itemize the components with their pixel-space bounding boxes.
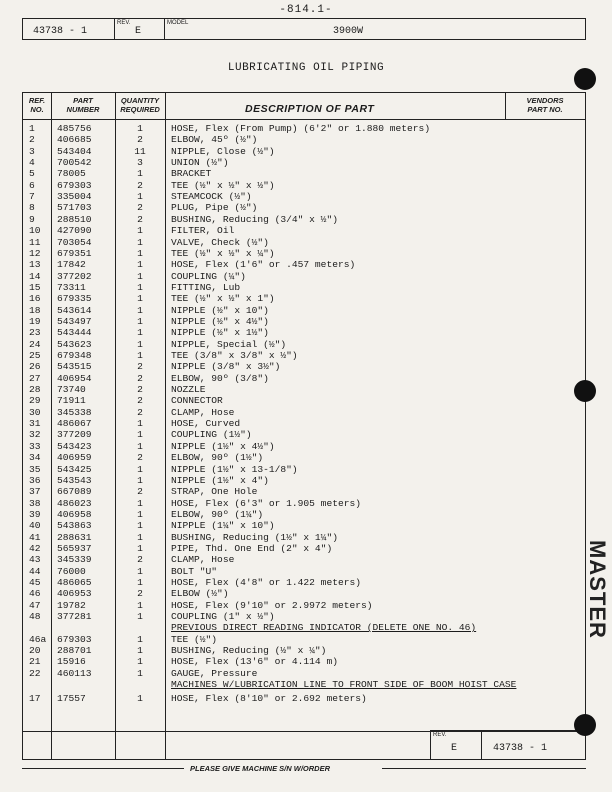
ref-cell: 36 bbox=[29, 474, 41, 486]
description-cell: COUPLING (1" x ½") bbox=[171, 611, 275, 623]
table-row bbox=[23, 577, 585, 588]
quantity-cell: 1 bbox=[137, 191, 143, 203]
ref-cell: 25 bbox=[29, 350, 41, 361]
bottom-box-divider bbox=[481, 731, 482, 759]
description-cell: HOSE, Flex (13'6" or 4.114 m) bbox=[171, 656, 338, 668]
header-part-number: 43738 - 1 bbox=[33, 26, 88, 37]
description-cell: BUSHING, Reducing (3/4" x ½") bbox=[171, 213, 338, 225]
table-row bbox=[23, 339, 585, 350]
table-row bbox=[23, 293, 585, 304]
quantity-cell: 2 bbox=[137, 406, 143, 418]
description-cell: NIPPLE (1½" x 4½") bbox=[171, 440, 275, 452]
part-number-cell: 543497 bbox=[57, 315, 92, 327]
col-head-vendor-line1: VENDORS bbox=[526, 96, 564, 105]
quantity-cell: 1 bbox=[137, 497, 143, 509]
table-row bbox=[23, 611, 585, 622]
ref-cell: 13 bbox=[29, 259, 41, 271]
description-cell: STEAMCOCK (½") bbox=[171, 191, 252, 203]
table-row bbox=[23, 373, 585, 384]
description-cell: TEE (½") bbox=[171, 633, 218, 645]
part-number-cell: 679351 bbox=[57, 247, 92, 259]
description-cell: FILTER, Oil bbox=[171, 225, 235, 237]
quantity-cell: 1 bbox=[137, 259, 143, 271]
quantity-cell: 1 bbox=[137, 474, 143, 486]
ref-cell: 8 bbox=[29, 202, 35, 214]
table-row bbox=[23, 622, 585, 633]
col-head-qty-line1: QUANTITY bbox=[120, 96, 160, 105]
description-cell: NOZZLE bbox=[171, 384, 206, 396]
col-head-vendor bbox=[505, 96, 585, 114]
description-cell: HOSE, Flex (6'3" or 1.905 meters) bbox=[171, 497, 361, 509]
ref-cell: 48 bbox=[29, 611, 41, 623]
ref-cell: 40 bbox=[29, 520, 41, 532]
table-row bbox=[23, 464, 585, 475]
description-cell: CONNECTOR bbox=[171, 395, 223, 407]
col-head-description: DESCRIPTION OF PART bbox=[245, 103, 375, 115]
quantity-cell: 2 bbox=[137, 384, 143, 396]
ref-cell: 33 bbox=[29, 440, 41, 452]
part-number-cell: 406685 bbox=[57, 134, 92, 146]
header-rev-cell bbox=[115, 19, 165, 39]
part-number-cell: 679303 bbox=[57, 633, 92, 645]
part-number-cell: 377281 bbox=[57, 611, 92, 623]
ref-cell: 39 bbox=[29, 508, 41, 520]
description-cell: NIPPLE, Close (½") bbox=[171, 145, 275, 157]
table-row bbox=[23, 679, 585, 690]
description-cell: BOLT "U" bbox=[171, 565, 218, 577]
ref-cell: 28 bbox=[29, 384, 41, 396]
part-number-cell: 17842 bbox=[57, 259, 86, 271]
part-number-cell: 543543 bbox=[57, 474, 92, 486]
quantity-cell: 1 bbox=[137, 577, 143, 588]
binder-hole-middle bbox=[574, 380, 596, 402]
table-row bbox=[23, 441, 585, 452]
description-cell: HOSE, Flex (1'6" or .457 meters) bbox=[171, 259, 356, 271]
part-number-cell: 679335 bbox=[57, 293, 92, 305]
ref-cell: 10 bbox=[29, 225, 41, 237]
quantity-cell: 1 bbox=[137, 338, 143, 350]
table-row bbox=[23, 668, 585, 679]
description-cell: PREVIOUS DIRECT READING INDICATOR (DELETE ONE NO. 46) bbox=[171, 622, 477, 634]
ref-cell: 34 bbox=[29, 452, 41, 464]
ref-cell: 41 bbox=[29, 531, 41, 543]
footer-note: PLEASE GIVE MACHINE S/N W/ORDER bbox=[190, 764, 331, 773]
quantity-cell: 3 bbox=[137, 157, 143, 169]
quantity-cell: 1 bbox=[137, 508, 143, 520]
description-cell: HOSE, Flex (4'8" or 1.422 meters) bbox=[171, 577, 361, 588]
description-cell: ELBOW, 45º (½") bbox=[171, 134, 258, 146]
table-row bbox=[23, 645, 585, 656]
quantity-cell: 1 bbox=[137, 429, 143, 441]
quantity-cell: 1 bbox=[137, 225, 143, 237]
quantity-cell: 1 bbox=[137, 293, 143, 305]
quantity-cell: 1 bbox=[137, 315, 143, 327]
part-number-cell: 543425 bbox=[57, 463, 92, 475]
ref-cell: 6 bbox=[29, 179, 35, 191]
table-row bbox=[23, 395, 585, 406]
quantity-cell: 1 bbox=[137, 531, 143, 543]
part-number-cell: 543863 bbox=[57, 520, 92, 532]
description-cell: ELBOW, 90º (3/8") bbox=[171, 372, 269, 384]
quantity-cell: 1 bbox=[137, 304, 143, 316]
table-row bbox=[23, 486, 585, 497]
ref-cell: 12 bbox=[29, 247, 41, 259]
quantity-cell: 1 bbox=[137, 418, 143, 430]
part-number-cell: 486065 bbox=[57, 577, 92, 588]
description-cell: COUPLING (¼") bbox=[171, 270, 246, 282]
part-number-cell: 377209 bbox=[57, 429, 92, 441]
description-cell: PIPE, Thd. One End (2" x 4") bbox=[171, 542, 333, 554]
bottom-rev-label: REV. bbox=[433, 732, 447, 738]
table-row bbox=[23, 327, 585, 338]
ref-cell: 9 bbox=[29, 213, 35, 225]
ref-cell: 22 bbox=[29, 667, 41, 679]
ref-cell: 19 bbox=[29, 315, 41, 327]
quantity-cell: 1 bbox=[137, 656, 143, 668]
part-number-cell: 543444 bbox=[57, 327, 92, 339]
quantity-cell: 1 bbox=[137, 236, 143, 248]
quantity-cell: 2 bbox=[137, 486, 143, 498]
description-cell: COUPLING (1½") bbox=[171, 429, 252, 441]
part-number-cell: 565937 bbox=[57, 542, 92, 554]
header-box bbox=[22, 18, 586, 40]
ref-cell: 43 bbox=[29, 554, 41, 566]
ref-cell: 45 bbox=[29, 577, 41, 588]
quantity-cell: 2 bbox=[137, 588, 143, 600]
part-number-cell: 288631 bbox=[57, 531, 92, 543]
col-head-part-line1: PART bbox=[73, 96, 93, 105]
col-head-ref-line2: NO. bbox=[30, 105, 44, 114]
ref-cell: 14 bbox=[29, 270, 41, 282]
ref-cell: 17 bbox=[29, 692, 41, 704]
table-row bbox=[23, 168, 585, 179]
quantity-cell: 1 bbox=[137, 168, 143, 180]
part-number-cell: 377202 bbox=[57, 270, 92, 282]
description-cell: NIPPLE (1½" x 4") bbox=[171, 474, 269, 486]
ref-cell: 42 bbox=[29, 542, 41, 554]
header-model-value: 3900W bbox=[333, 26, 364, 37]
sheet-number: -814.1- bbox=[279, 4, 333, 16]
description-cell: PLUG, Pipe (½") bbox=[171, 202, 258, 214]
quantity-cell: 2 bbox=[137, 452, 143, 464]
description-cell: TEE (3/8" x 3/8" x ½") bbox=[171, 350, 298, 361]
part-number-cell: 460113 bbox=[57, 667, 92, 679]
table-row bbox=[23, 600, 585, 611]
part-number-cell: 406958 bbox=[57, 508, 92, 520]
quantity-cell: 1 bbox=[137, 599, 143, 611]
ref-cell: 46a bbox=[29, 633, 47, 645]
quantity-cell: 1 bbox=[137, 281, 143, 293]
header-rev-value: E bbox=[135, 26, 142, 37]
table-row bbox=[23, 225, 585, 236]
description-cell: FITTING, Lub bbox=[171, 281, 241, 293]
table-row bbox=[23, 191, 585, 202]
table-row bbox=[23, 384, 585, 395]
parts-table bbox=[22, 92, 586, 760]
ref-cell: 7 bbox=[29, 191, 35, 203]
part-number-cell: 71911 bbox=[57, 395, 86, 407]
table-row bbox=[23, 361, 585, 372]
table-row bbox=[23, 350, 585, 361]
ref-cell: 35 bbox=[29, 463, 41, 475]
quantity-cell: 2 bbox=[137, 372, 143, 384]
table-row bbox=[23, 259, 585, 270]
table-row bbox=[23, 509, 585, 520]
table-row bbox=[23, 452, 585, 463]
part-number-cell: 427090 bbox=[57, 225, 92, 237]
table-row bbox=[23, 157, 585, 168]
col-head-ref bbox=[23, 96, 51, 114]
part-number-cell: 73740 bbox=[57, 384, 86, 396]
description-cell: TEE (½" x ½" x ¼") bbox=[171, 247, 275, 259]
table-row bbox=[23, 498, 585, 509]
part-number-cell: 486023 bbox=[57, 497, 92, 509]
quantity-cell: 1 bbox=[137, 520, 143, 532]
part-number-cell: 76000 bbox=[57, 565, 86, 577]
bottom-rev-value: E bbox=[451, 743, 458, 754]
part-number-cell: 345339 bbox=[57, 554, 92, 566]
quantity-cell: 1 bbox=[137, 645, 143, 657]
ref-cell: 20 bbox=[29, 645, 41, 657]
description-cell: BRACKET bbox=[171, 168, 212, 180]
part-number-cell: 78005 bbox=[57, 168, 86, 180]
part-number-cell: 679348 bbox=[57, 350, 92, 361]
ref-cell: 5 bbox=[29, 168, 35, 180]
table-row bbox=[23, 475, 585, 486]
ref-cell: 3 bbox=[29, 145, 35, 157]
col-head-qty-line2: REQUIRED bbox=[120, 105, 160, 114]
quantity-cell: 1 bbox=[137, 692, 143, 704]
part-number-cell: 73311 bbox=[57, 281, 86, 293]
description-cell: NIPPLE, Special (½") bbox=[171, 338, 287, 350]
part-number-cell: 19782 bbox=[57, 599, 86, 611]
part-number-cell: 703054 bbox=[57, 236, 92, 248]
quantity-cell: 1 bbox=[137, 463, 143, 475]
part-number-cell: 345338 bbox=[57, 406, 92, 418]
table-row bbox=[23, 532, 585, 543]
master-stamp: MASTER bbox=[585, 540, 610, 639]
ref-cell: 37 bbox=[29, 486, 41, 498]
header-model-label: MODEL bbox=[167, 20, 189, 26]
header-part-cell bbox=[23, 19, 115, 39]
description-cell: TEE (½" x ½" x 1") bbox=[171, 293, 275, 305]
description-cell: CLAMP, Hose bbox=[171, 554, 235, 566]
ref-cell: 27 bbox=[29, 372, 41, 384]
part-number-cell: 543614 bbox=[57, 304, 92, 316]
ref-cell: 24 bbox=[29, 338, 41, 350]
quantity-cell: 2 bbox=[137, 202, 143, 214]
description-cell: NIPPLE (3/8" x 3½") bbox=[171, 361, 281, 373]
quantity-cell: 1 bbox=[137, 633, 143, 645]
part-number-cell: 543404 bbox=[57, 145, 92, 157]
table-row bbox=[23, 543, 585, 554]
quantity-cell: 1 bbox=[137, 440, 143, 452]
ref-cell: 26 bbox=[29, 361, 41, 373]
part-number-cell: 15916 bbox=[57, 656, 86, 668]
ref-cell: 4 bbox=[29, 157, 35, 169]
ref-cell: 30 bbox=[29, 406, 41, 418]
table-row bbox=[23, 554, 585, 565]
description-cell: GAUGE, Pressure bbox=[171, 667, 258, 679]
description-cell: HOSE, Flex (From Pump) (6'2" or 1.880 meters) bbox=[171, 123, 431, 134]
table-row bbox=[23, 271, 585, 282]
part-number-cell: 543515 bbox=[57, 361, 92, 373]
table-row bbox=[23, 429, 585, 440]
ref-cell: 21 bbox=[29, 656, 41, 668]
part-number-cell: 288701 bbox=[57, 645, 92, 657]
part-number-cell: 406953 bbox=[57, 588, 92, 600]
description-cell: BUSHING, Reducing (1½" x 1¼") bbox=[171, 531, 338, 543]
header-model-cell bbox=[165, 19, 585, 39]
ref-cell: 18 bbox=[29, 304, 41, 316]
col-head-qty bbox=[115, 96, 165, 114]
quantity-cell: 1 bbox=[137, 667, 143, 679]
table-row bbox=[23, 693, 585, 704]
table-row bbox=[23, 588, 585, 599]
col-head-ref-line1: REF. bbox=[28, 96, 46, 105]
header-rev-label: REV. bbox=[117, 20, 131, 26]
quantity-cell: 1 bbox=[137, 123, 143, 134]
binder-hole-bottom bbox=[574, 714, 596, 736]
description-cell: TEE (½" x ½" x ½") bbox=[171, 179, 275, 191]
description-cell: NIPPLE (1½" x 13-1/8") bbox=[171, 463, 298, 475]
quantity-cell: 1 bbox=[137, 542, 143, 554]
description-cell: NIPPLE (½" x 10") bbox=[171, 304, 269, 316]
table-row bbox=[23, 566, 585, 577]
table-row bbox=[23, 407, 585, 418]
part-number-cell: 288510 bbox=[57, 213, 92, 225]
description-cell: MACHINES W/LUBRICATION LINE TO FRONT SIDE OF BOOM HOIST CASE bbox=[171, 679, 517, 691]
table-row bbox=[23, 316, 585, 327]
description-cell: ELBOW, 90º (1¼") bbox=[171, 508, 264, 520]
table-row bbox=[23, 146, 585, 157]
footer-rule-right bbox=[382, 768, 586, 769]
quantity-cell: 1 bbox=[137, 270, 143, 282]
description-cell: STRAP, One Hole bbox=[171, 486, 258, 498]
table-row bbox=[23, 134, 585, 145]
ref-cell: 32 bbox=[29, 429, 41, 441]
quantity-cell: 2 bbox=[137, 361, 143, 373]
part-number-cell: 571703 bbox=[57, 202, 92, 214]
ref-cell: 23 bbox=[29, 327, 41, 339]
section-title: LUBRICATING OIL PIPING bbox=[227, 62, 385, 74]
ref-cell: 1 bbox=[29, 123, 35, 134]
description-cell: UNION (½") bbox=[171, 157, 229, 169]
table-row bbox=[23, 656, 585, 667]
footer-rule-left bbox=[22, 768, 184, 769]
description-cell: NIPPLE (1¼" x 10") bbox=[171, 520, 275, 532]
description-cell: HOSE, Flex (9'10" or 2.9972 meters) bbox=[171, 599, 373, 611]
header-divider bbox=[23, 119, 585, 120]
table-row bbox=[23, 214, 585, 225]
ref-cell: 15 bbox=[29, 281, 41, 293]
description-cell: HOSE, Curved bbox=[171, 418, 241, 430]
description-cell: VALVE, Check (½") bbox=[171, 236, 269, 248]
part-number-cell: 700542 bbox=[57, 157, 92, 169]
bottom-info-box bbox=[430, 730, 586, 760]
table-row bbox=[23, 418, 585, 429]
part-number-cell: 679303 bbox=[57, 179, 92, 191]
table-row bbox=[23, 248, 585, 259]
ref-cell: 11 bbox=[29, 236, 41, 248]
description-cell: ELBOW (½") bbox=[171, 588, 229, 600]
part-number-cell: 486067 bbox=[57, 418, 92, 430]
part-number-cell: 406959 bbox=[57, 452, 92, 464]
ref-cell: 31 bbox=[29, 418, 41, 430]
part-number-cell: 485756 bbox=[57, 123, 92, 134]
part-number-cell: 335004 bbox=[57, 191, 92, 203]
table-row bbox=[23, 180, 585, 191]
table-row bbox=[23, 634, 585, 645]
table-row bbox=[23, 202, 585, 213]
quantity-cell: 2 bbox=[137, 554, 143, 566]
ref-cell: 46 bbox=[29, 588, 41, 600]
part-number-cell: 543623 bbox=[57, 338, 92, 350]
part-number-cell: 17557 bbox=[57, 692, 86, 704]
quantity-cell: 11 bbox=[134, 145, 146, 157]
table-row bbox=[23, 123, 585, 134]
table-row bbox=[23, 282, 585, 293]
part-number-cell: 406954 bbox=[57, 372, 92, 384]
quantity-cell: 1 bbox=[137, 565, 143, 577]
col-head-part bbox=[51, 96, 115, 114]
table-row bbox=[23, 305, 585, 316]
description-cell: NIPPLE (½" x 1½") bbox=[171, 327, 269, 339]
part-number-cell: 543423 bbox=[57, 440, 92, 452]
quantity-cell: 2 bbox=[137, 179, 143, 191]
quantity-cell: 1 bbox=[137, 327, 143, 339]
part-number-cell: 667089 bbox=[57, 486, 92, 498]
ref-cell: 2 bbox=[29, 134, 35, 146]
description-cell: CLAMP, Hose bbox=[171, 406, 235, 418]
quantity-cell: 1 bbox=[137, 611, 143, 623]
description-cell: BUSHING, Reducing (½" x ¼") bbox=[171, 645, 327, 657]
bottom-part-number: 43738 - 1 bbox=[493, 743, 548, 754]
ref-cell: 47 bbox=[29, 599, 41, 611]
ref-cell: 38 bbox=[29, 497, 41, 509]
binder-hole-top bbox=[574, 68, 596, 90]
table-row bbox=[23, 237, 585, 248]
description-cell: HOSE, Flex (8'10" or 2.692 meters) bbox=[171, 692, 367, 704]
quantity-cell: 1 bbox=[137, 350, 143, 361]
ref-cell: 44 bbox=[29, 565, 41, 577]
col-head-vendor-line2: PART NO. bbox=[527, 105, 563, 114]
quantity-cell: 2 bbox=[137, 213, 143, 225]
col-head-part-line2: NUMBER bbox=[66, 105, 100, 114]
quantity-cell: 1 bbox=[137, 247, 143, 259]
quantity-cell: 2 bbox=[137, 395, 143, 407]
ref-cell: 16 bbox=[29, 293, 41, 305]
table-row bbox=[23, 520, 585, 531]
ref-cell: 29 bbox=[29, 395, 41, 407]
description-cell: ELBOW, 90º (1½") bbox=[171, 452, 264, 464]
description-cell: NIPPLE (½" x 4½") bbox=[171, 315, 269, 327]
quantity-cell: 2 bbox=[137, 134, 143, 146]
